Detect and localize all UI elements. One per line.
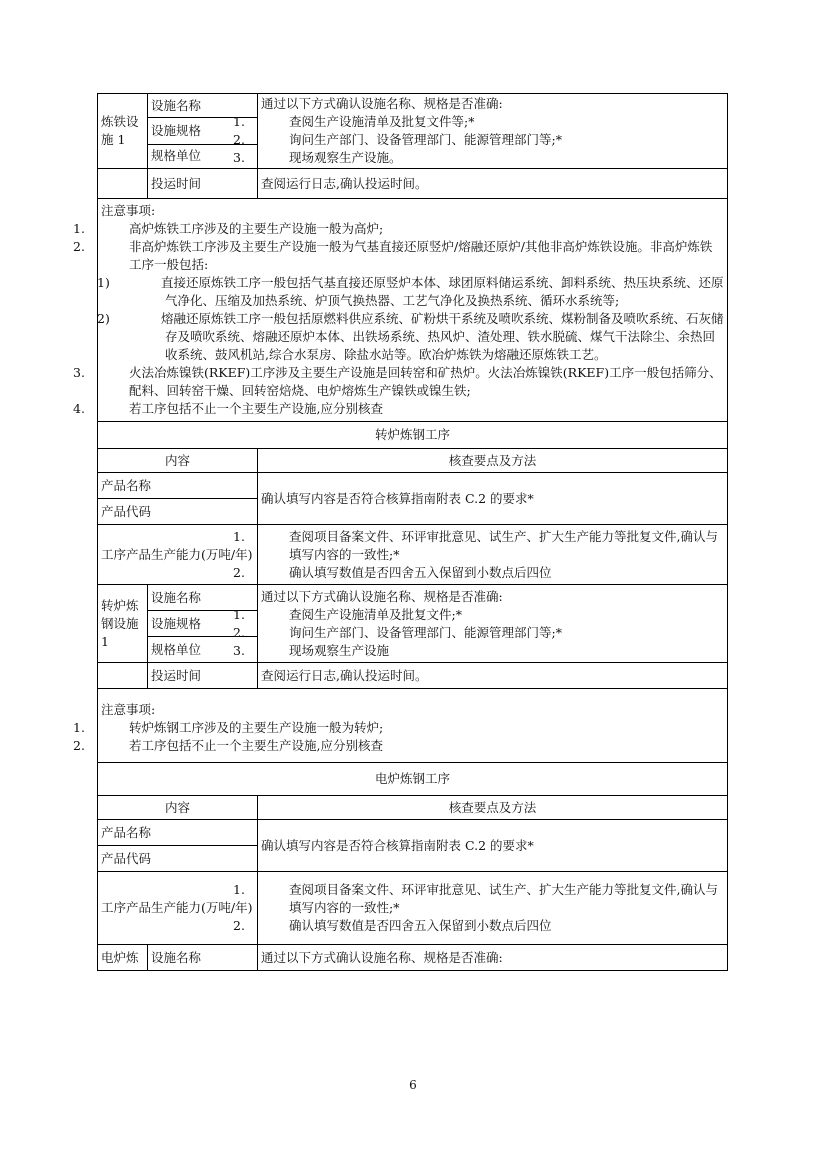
iron-notes-row bbox=[98, 199, 728, 422]
converter-facility-spec-label: 设施规格 bbox=[148, 611, 258, 637]
converter-capacity-method bbox=[233, 525, 728, 585]
iron-notes bbox=[73, 199, 728, 422]
notes-title: 注意事项: bbox=[101, 203, 156, 218]
electric-capacity-label: 工序产品生产能力(万吨/年) bbox=[98, 872, 258, 945]
electric-product-code: 产品代码 bbox=[98, 846, 258, 872]
converter-capacity-row bbox=[98, 525, 728, 585]
electric-facility-method: 通过以下方式确认设施名称、规格是否准确: bbox=[258, 945, 728, 971]
converter-product-method: 确认填写内容是否符合核算指南附表 C.2 的要求* bbox=[258, 473, 728, 525]
electric-col-method: 核查要点及方法 bbox=[258, 796, 728, 820]
converter-capacity-label: 工序产品生产能力(万吨/年) bbox=[98, 525, 258, 585]
electric-product-name: 产品名称 bbox=[98, 820, 258, 846]
electric-facility-group-label: 电炉炼 bbox=[98, 945, 148, 971]
converter-facility-name-label: 设施名称 bbox=[148, 585, 258, 611]
capacity-item: 2. 确认填写数值是否四舍五入保留到小数点后四位 bbox=[233, 564, 552, 580]
converter-col-method: 核查要点及方法 bbox=[258, 449, 728, 473]
iron-method-item: 3. 现场观察生产设施。 bbox=[233, 150, 402, 165]
converter-method-intro: 通过以下方式确认设施名称、规格是否准确: bbox=[261, 588, 503, 604]
converter-commission-row bbox=[98, 663, 728, 689]
note-subitem: 1) 直接还原炼铁工序一般包括气基直接还原竖炉本体、球团原料储运系统、卸料系统、热压块系统、还原气净化、压缩及加热系统、炉顶气换热器、工艺气净化及换热系统、循环水系统等; bbox=[97, 275, 724, 308]
electric-product-name-row bbox=[98, 820, 728, 846]
converter-notes-row bbox=[98, 689, 728, 763]
converter-product-name-row bbox=[98, 473, 728, 499]
converter-facility-method bbox=[233, 585, 728, 663]
iron-facility-group-label: 炼铁设施 1 bbox=[98, 94, 148, 169]
capacity-item: 2. 确认填写数值是否四舍五入保留到小数点后四位 bbox=[233, 918, 552, 933]
iron-method-item: 1. 查阅生产设施清单及批复文件等;* bbox=[233, 114, 475, 129]
converter-product-code: 产品代码 bbox=[98, 499, 258, 525]
iron-commission-label: 投运时间 bbox=[148, 169, 258, 199]
electric-capacity-row bbox=[98, 872, 728, 945]
converter-col-content: 内容 bbox=[98, 449, 258, 473]
electric-facility-name-label: 设施名称 bbox=[148, 945, 258, 971]
converter-facility-group-label: 转炉炼钢设施 1 bbox=[98, 585, 148, 663]
converter-notes bbox=[73, 689, 728, 763]
iron-commission-text: 查阅运行日志,确认投运时间。 bbox=[258, 169, 728, 199]
converter-method-item: 2. 询问生产部门、设备管理部门、能源管理部门等;* bbox=[233, 624, 562, 640]
converter-facility-name-row bbox=[98, 585, 728, 611]
note-item: 2. 非高炉炼铁工序涉及主要生产设施一般为气基直接还原竖炉/熔融还原炉/其他非高炉炼铁设施。非高炉炼铁工序一般包括: bbox=[73, 239, 713, 272]
converter-header-row bbox=[98, 449, 728, 473]
electric-capacity-method bbox=[233, 872, 728, 945]
electric-col-content: 内容 bbox=[98, 796, 258, 820]
iron-facility-spec-label: 设施规格 bbox=[148, 118, 258, 144]
note-item: 3. 火法冶炼镍铁(RKEF)工序涉及主要生产设施是回转窑和矿热炉。火法冶炼镍铁(RKEF)工序一般包括筛分、配料、回转窑干燥、回转窑焙烧、电炉熔炼生产镍铁或镍生铁; bbox=[73, 365, 722, 398]
iron-facility-unit-label: 规格单位 bbox=[148, 144, 258, 168]
iron-facility-name-row bbox=[98, 94, 728, 118]
iron-facility-method bbox=[233, 94, 728, 169]
iron-facility-name-label: 设施名称 bbox=[148, 94, 258, 118]
converter-section-row bbox=[98, 422, 728, 449]
converter-facility-unit-label: 规格单位 bbox=[148, 637, 258, 663]
electric-section-title: 电炉炼钢工序 bbox=[98, 763, 728, 796]
capacity-item: 1. 查阅项目备案文件、环评审批意见、试生产、扩大生产能力等批复文件,确认与填写内容的一致性;* bbox=[233, 528, 718, 562]
converter-section-title: 转炉炼钢工序 bbox=[98, 422, 728, 449]
electric-section-row bbox=[98, 763, 728, 796]
electric-product-method: 确认填写内容是否符合核算指南附表 C.2 的要求* bbox=[258, 820, 728, 872]
iron-method-item: 2. 询问生产部门、设备管理部门、能源管理部门等;* bbox=[233, 132, 562, 147]
iron-method-intro: 通过以下方式确认设施名称、规格是否准确: bbox=[261, 96, 503, 111]
converter-method-item: 3. 现场观察生产设施 bbox=[233, 642, 390, 658]
iron-commission-row bbox=[98, 169, 728, 199]
converter-commission-label: 投运时间 bbox=[148, 663, 258, 689]
electric-header-row bbox=[98, 796, 728, 820]
note-item: 2. 若工序包括不止一个主要生产设施,应分别核查 bbox=[73, 738, 383, 753]
note-item: 4. 若工序包括不止一个主要生产设施,应分别核查 bbox=[73, 401, 383, 416]
converter-method-item: 1. 查阅生产设施清单及批复文件;* bbox=[233, 606, 462, 622]
converter-commission-text: 查阅运行日志,确认投运时间。 bbox=[258, 663, 728, 689]
capacity-item: 1. 查阅项目备案文件、环评审批意见、试生产、扩大生产能力等批复文件,确认与填写内容的一致性;* bbox=[233, 882, 718, 915]
verification-table bbox=[73, 93, 728, 971]
note-subitem: 2) 熔融还原炼铁工序一般包括原燃料供应系统、矿粉烘干系统及喷吹系统、煤粉制备及喷吹系统、石灰储存及喷吹系统、熔融还原炉本体、出铁场系统、热风炉、渣处理、铁水脱硫、煤气干法除尘、余热回收系统、鼓风机站,综合水泵房、除盐水站等。欧冶炉炼铁为熔融还原炼铁工艺。 bbox=[97, 311, 724, 362]
notes-title: 注意事项: bbox=[101, 702, 156, 717]
note-item: 1. 转炉炼钢工序涉及的主要生产设施一般为转炉; bbox=[73, 720, 384, 735]
converter-product-name: 产品名称 bbox=[98, 473, 258, 499]
electric-facility-name-row bbox=[98, 945, 728, 971]
page-number: 6 bbox=[409, 1078, 417, 1092]
note-item: 1. 高炉炼铁工序涉及的主要生产设施一般为高炉; bbox=[73, 221, 384, 236]
